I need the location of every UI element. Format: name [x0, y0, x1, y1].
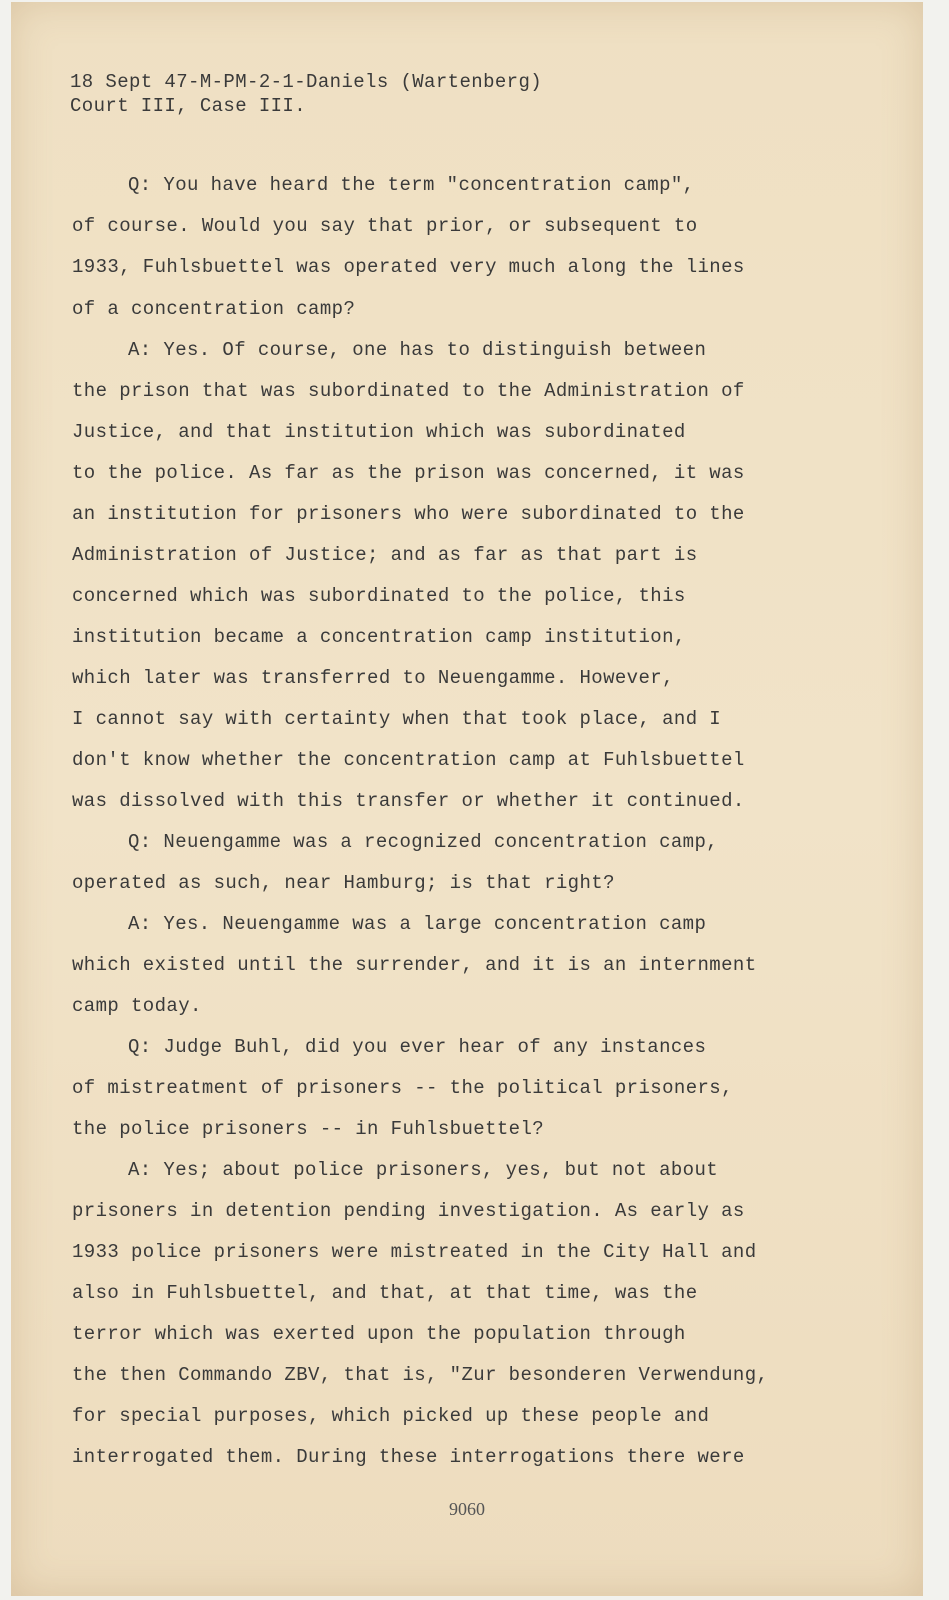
text-line: of mistreatment of prisoners -- the political prisoners,: [72, 1077, 733, 1099]
text-line: Q: Judge Buhl, did you ever hear of any instances: [128, 1036, 707, 1058]
text-line: 1933 police prisoners were mistreated in the City Hall and: [72, 1241, 757, 1263]
text-line: terror which was exerted upon the population through: [72, 1323, 686, 1345]
text-line: 1933, Fuhlsbuettel was operated very much along the lines: [72, 256, 745, 278]
text-line: to the police. As far as the prison was concerned, it was: [72, 462, 745, 484]
header-court-line: Court III, Case III.: [70, 95, 307, 117]
text-line: of course. Would you say that prior, or subsequent to: [72, 215, 698, 237]
text-line: an institution for prisoners who were subordinated to the: [72, 503, 745, 525]
text-line: of a concentration camp?: [72, 298, 356, 320]
text-line: don't know whether the concentration camp at Fuhlsbuettel: [72, 749, 745, 771]
document-page: [11, 2, 923, 1596]
text-line: also in Fuhlsbuettel, and that, at that time, was the: [72, 1282, 698, 1304]
text-line: the police prisoners -- in Fuhlsbuettel?: [72, 1118, 545, 1140]
text-line: for special purposes, which picked up these people and: [72, 1405, 710, 1427]
text-line: was dissolved with this transfer or whether it continued.: [72, 790, 745, 812]
header-reference-line: 18 Sept 47-M-PM-2-1-Daniels (Wartenberg): [70, 71, 543, 93]
text-line: operated as such, near Hamburg; is that right?: [72, 872, 615, 894]
text-line: prisoners in detention pending investigation. As early as: [72, 1200, 745, 1222]
text-line: A: Yes. Neuengamme was a large concentration camp: [128, 913, 707, 935]
text-line: interrogated them. During these interrogations there were: [72, 1446, 745, 1468]
text-line: which existed until the surrender, and it is an internment: [72, 954, 757, 976]
text-line: A: Yes. Of course, one has to distinguish between: [128, 339, 707, 361]
text-line: the prison that was subordinated to the Administration of: [72, 380, 745, 402]
text-line: I cannot say with certainty when that took place, and I: [72, 708, 722, 730]
text-line: Q: Neuengamme was a recognized concentration camp,: [128, 831, 719, 853]
text-line: A: Yes; about police prisoners, yes, but not about: [128, 1159, 719, 1181]
text-line: camp today.: [72, 995, 202, 1017]
text-line: the then Commando ZBV, that is, "Zur besonderen Verwendung,: [72, 1364, 769, 1386]
page-number: 9060: [449, 1499, 485, 1519]
text-line: institution became a concentration camp institution,: [72, 626, 686, 648]
text-line: concerned which was subordinated to the police, this: [72, 585, 686, 607]
text-line: Q: You have heard the term "concentration camp",: [128, 174, 695, 196]
text-line: Justice, and that institution which was subordinated: [72, 421, 686, 443]
text-line: which later was transferred to Neuengamme. However,: [72, 667, 674, 689]
text-line: Administration of Justice; and as far as that part is: [72, 544, 698, 566]
document-header: [70, 70, 542, 118]
